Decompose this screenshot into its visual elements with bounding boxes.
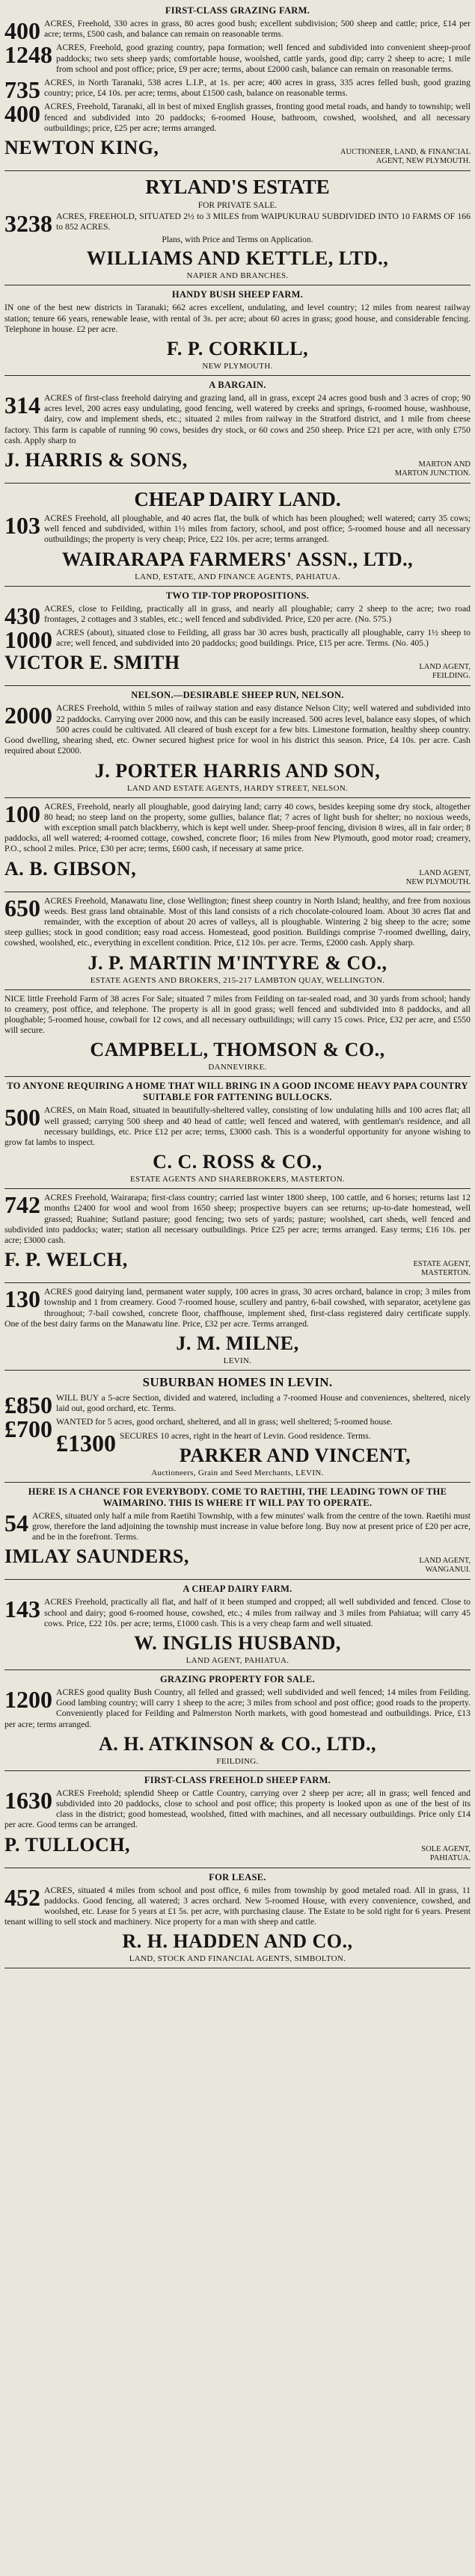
- listing: [4, 1687, 471, 1730]
- listing-acreage: 1248: [4, 41, 52, 69]
- listing-acreage: 54: [4, 1509, 28, 1536]
- listing-text: ACRES, close to Feilding, practically all in grass, and nearly all ploughable; carry 2 sheep to the acre; two road frontages, 2 cottages and 3 stables, etc.; well fenced and subdivided. Price, £20 per acre. (No. 575.): [44, 603, 471, 624]
- agent-name: J. P. MARTIN M'INTYRE & CO.,: [88, 951, 387, 974]
- agent-address: ESTATE AGENTS AND SHAREBROKERS, MASTERTON.: [129, 1175, 346, 1184]
- agent-role: MARTON AND MARTON JUNCTION.: [394, 460, 471, 478]
- ad-heading: SUBURBAN HOMES IN LEVIN.: [142, 1374, 333, 1389]
- agent-name: PARKER AND VINCENT,: [179, 1444, 411, 1466]
- agent-name: P. TULLOCH,: [4, 1833, 131, 1856]
- ad-heading: A CHEAP DAIRY FARM.: [183, 1584, 292, 1595]
- agent-line: [4, 858, 471, 887]
- listing-acreage: 2000: [4, 702, 52, 729]
- listing-text: WANTED for 5 acres, good orchard, sheltered, and all in grass; well sheltered; 5-roomed house.: [56, 1417, 393, 1427]
- agent-address: NEW PLYMOUTH.: [202, 362, 273, 371]
- agent-name: F. P. CORKILL,: [166, 338, 309, 360]
- ad-heading: TWO TIP-TOP PROPOSITIONS.: [165, 590, 310, 601]
- classified-ad: [4, 1771, 471, 1868]
- classified-ad: [4, 1189, 471, 1283]
- listing-text: ACRES Freehold, practically all flat, and half of it been stumped and cropped; all well subdivided and fenced. Close to school and dairy; good 6-roomed house, cowshed, etc.; 4 miles from railway and 3 miles from Pahiatua; will carry 45 cows. Price, £22 10s. per acre; terms, £1000 cash. This is a very cheap farm and well situated.: [44, 1597, 471, 1628]
- listing: [4, 703, 471, 756]
- classified-ad: [4, 1371, 471, 1483]
- ad-heading: GRAZING PROPERTY FOR SALE.: [160, 1674, 315, 1685]
- listing-text: WILL BUY a 5-acre Section, divided and watered, including a 7-roomed House and conveniences, sheltered, nicely laid out, good orchard, etc. Terms.: [56, 1392, 471, 1414]
- listing: [4, 17, 471, 44]
- classified-ad: [4, 484, 471, 587]
- agent-name: A. B. GIBSON,: [4, 857, 137, 880]
- listing: [4, 102, 471, 134]
- listing-text: ACRES, Freehold, Taranaki, all in best of mixed English grasses, fronting good metal roads, and handy to township; well fenced and subdivided into 20 paddocks; 6-roomed House, bathroom, cowshed, woolshed, and all necessary outbuildings; price, £25 per acre; terms arranged.: [44, 102, 471, 133]
- agent-name: WILLIAMS AND KETTLE, LTD.,: [86, 247, 389, 270]
- agent-role: LAND AGENT, NEW PLYMOUTH.: [405, 868, 471, 886]
- listing-acreage: 103: [4, 512, 40, 540]
- listing-text: ACRES, on Main Road, situated in beautifully-sheltered valley, consisting of low undulating hills and 100 acres flat; all well grassed; carrying 500 sheep and 40 head of cattle; well fenced and watered, with gentleman's residence, and all necessary buildings, etc. Price £12 per acre; terms, £3000 cash. This is a wonderful opportunity for anyone wishing to grow fat lambs to inspect.: [4, 1105, 471, 1147]
- listing-text: ACRES good quality Bush Country, all felled and grassed; well subdivided and well fenced; 14 miles from Feilding. Good lambing country; will carry 1 sheep to the acre; 3 miles from school and post office; good roads to the property. Conveniently placed for Feilding and Palmerston North markets, with good homestead and outbuildings. Price, £13 per acre; terms arranged.: [4, 1687, 471, 1729]
- agent-name: A. H. ATKINSON & CO., LTD.,: [98, 1732, 377, 1755]
- agent-role: ESTATE AGENT, MASTERTON.: [413, 1260, 471, 1278]
- ad-subheading: FOR PRIVATE SALE.: [197, 201, 278, 211]
- listing-acreage: £850: [4, 1391, 52, 1418]
- listing: [4, 1287, 471, 1329]
- ad-heading: FOR LEASE.: [209, 1871, 266, 1882]
- listing-text: ACRES, Freehold, nearly all ploughable, good dairying land; carry 40 cows, besides keeping some dry stock, altogether 80 head; no steep land on the property, some gullies, balance flat; 7 acres of light bush for shelter; no noxious weeds, with exception small patch blackberry, which is kept well under. Sheep-proof fencing, division 8 wires, all in fair order; 8 paddocks, all well watered; 4-roomed cottage, cowshed, concrete floor; 16 miles from New Plymouth, good motor road; creamery, P.O., school 2 miles. Price, £30 per acre; terms, £600 cash, if necessary at same price.: [4, 801, 471, 854]
- agent-line: [4, 952, 471, 975]
- agent-name: J. M. MILNE,: [176, 1332, 299, 1354]
- listing-text: ACRES good dairying land, permanent water supply, 100 acres in grass, 30 acres orchard, balance in crop; 3 miles from township and 1 from creamery. Good 7-roomed house, scullery and pantry, 6-bail cowshed, with separator, acetylene gas throughout; 7-bail cowshed, concrete floor, chaffhouse, implement shed, first-class registered dairy certificate supply. One of the best dairy farms on the Manawatu line. Price, £32 per acre. Terms arranged.: [4, 1287, 471, 1329]
- listing-text: NICE little Freehold Farm of 38 acres For Sale; situated 7 miles from Feilding on tar-sealed road, and 30 yards from school; handy to creamery, post office, and telephone. The property is all in good grass; well fenced and subdivided into 8 paddocks, and all ploughable; 5-roomed house, cowbail for 12 cows, and all necessary outbuildings; will carry 15 cows. Price, £32 per acre, and £550 will secure.: [4, 993, 471, 1036]
- agent-name: F. P. WELCH,: [4, 1249, 128, 1271]
- listing: [4, 210, 471, 238]
- classified-ad: [4, 686, 471, 797]
- agent-name: VICTOR E. SMITH: [4, 652, 180, 674]
- listing-text: ACRES, in North Taranaki, 538 acres L.I.P., at 1s. per acre; 400 acres in grass, 335 acres felled bush, good grazing country; price, £4 10s. per acre; terms, about £1500 cash, balance on reasonable terms.: [44, 78, 471, 99]
- listing-text: ACRES Freehold, all ploughable, and 40 acres flat, the bulk of which has been ploughed; well watered; carry 35 cows; well fenced and subdivided, within 1½ miles from factory, school, and post office; 5-roomed house and all necessary outbuildings; the property is very cheap; Price, £22 10s. per acre; terms arranged.: [44, 513, 471, 545]
- listing: [4, 802, 471, 855]
- classified-ad: [4, 1580, 471, 1670]
- listing-acreage: 452: [4, 1883, 40, 1911]
- agent-line: [4, 1039, 471, 1061]
- ad-heading: CHEAP DAIRY LAND.: [134, 488, 341, 511]
- listing-acreage: 130: [4, 1285, 40, 1313]
- classified-ad: [4, 171, 471, 285]
- listing-text: ACRES Freehold, Wairarapa; first-class country; carried last winter 1800 sheep, 100 cattle, and 6 horses; returns last 12 months £2400 for wool and wool from 1650 sheep; prospective buyers can see returns; up-to-date homestead, well grassed; Ruahine; Sutland pasture; good fencing; two sets of yards; pasture; woolshed, cart sheds, well fenced and subdivided into paddocks; water; station all necessary outbuildings. Price £25 per acre; terms arranged. Easy terms; £16 10s. per acre; £3000 cash.: [4, 1193, 471, 1245]
- agent-name: NEWTON KING,: [4, 137, 159, 159]
- listing-text: ACRES, FREEHOLD, SITUATED 2½ to 3 MILES from WAIPUKURAU SUBDIVIDED INTO 10 FARMS OF 166 to 852 ACRES.: [56, 211, 471, 232]
- listing: [4, 1193, 471, 1246]
- classified-ad: [4, 798, 471, 892]
- listing: [4, 1511, 471, 1543]
- listing: [4, 303, 471, 335]
- listing: [4, 994, 471, 1037]
- listing-acreage: 1630: [4, 1786, 52, 1814]
- agent-address: LAND AND ESTATE AGENTS, HARDY STREET, NELSON.: [126, 783, 349, 793]
- classified-ad: [4, 1077, 471, 1189]
- agent-address: FEILDING.: [216, 1756, 259, 1766]
- ad-heading: A BARGAIN.: [209, 380, 266, 391]
- listing-text: IN one of the best new districts in Taranaki; 662 acres excellent, undulating, and level country; 12 miles from nearest railway station; tenure 66 years, renewable lease, with rental of 3s. per acre; about 60 acres in grass; good house, and considerable fencing. Telephone in house. £2 per acre.: [4, 303, 471, 334]
- agent-role: AUCTIONEER, LAND, & FINANCIAL AGENT, NEW PLYMOUTH.: [340, 148, 471, 166]
- agent-address: LAND, STOCK AND FINANCIAL AGENTS, SIMBOLTON.: [129, 1954, 346, 1964]
- classified-ad: [4, 587, 471, 687]
- ad-heading: TO ANYONE REQUIRING A HOME THAT WILL BRING IN A GOOD INCOME HEAVY PAPA COUNTRY SUITABLE FOR FATTENING BULLOCKS.: [7, 1081, 468, 1103]
- agent-line: [4, 1632, 471, 1655]
- listing: [4, 1105, 471, 1148]
- classified-ad: [4, 285, 471, 376]
- agent-line: [4, 1249, 471, 1278]
- listing-text: SECURES 10 acres, right in the heart of Levin. Good residence. Terms.: [120, 1430, 371, 1441]
- classified-ad: [4, 990, 471, 1078]
- agent-line: [4, 652, 471, 681]
- ad-heading: HANDY BUSH SHEEP FARM.: [171, 289, 304, 300]
- agent-address: LEVIN.: [223, 1356, 252, 1365]
- agent-line: [4, 449, 471, 478]
- classified-ad: [4, 376, 471, 484]
- agent-name: R. H. HADDEN AND CO.,: [122, 1930, 353, 1953]
- ad-note: Plans, with Price and Terms on Application.: [162, 235, 313, 245]
- listing-text: ACRES of first-class freehold dairying and grazing land, all in grass, except 24 acres good bush and 3 acres of crop; 90 acres level, 200 acres easy undulating, good fencing, well watered by creeks and springs, 6-roomed house, washhouse, dairy, cow and implement sheds, etc.; situated 2 miles from railway in the Stratford district, and 1 mile from cheese factory. This farm is capable of running 90 cows, besides dry stock, or 60 cows and 250 sheep. Price £21 per acre, with only £750 cash. Apply sharp to: [4, 393, 471, 445]
- classified-ad: [4, 1868, 471, 1969]
- listing: [4, 602, 471, 629]
- listing-acreage: 3238: [4, 210, 52, 238]
- agent-line: [4, 247, 471, 270]
- listing-text: ACRES, Freehold, 330 acres in grass, 80 acres good bush; excellent subdivision; 500 sheep and cattle; price, £14 per acre; terms, £500 cash, and balance can remain on reasonable terms.: [44, 19, 471, 40]
- listing-acreage: 742: [4, 1191, 40, 1219]
- agent-address: DANNEVIRKE.: [208, 1063, 267, 1072]
- agent-name: IMLAY SAUNDERS,: [4, 1545, 189, 1568]
- listing-acreage: 430: [4, 602, 40, 629]
- agent-name: J. PORTER HARRIS AND SON,: [94, 759, 381, 782]
- agent-line: [4, 338, 471, 360]
- listing-text: ACRES Freehold, Manawatu line, close Wellington; finest sheep country in North Island; healthy, and free from noxious weeds. Best grass land obtainable. Most of this land consists of a rich chocolate-coloured loam. About 30 acres flat and remainder, with the exception of about 20 acres of valleys, all is ploughable. Wintering 2 big sheep to the acre; some steep gullies; stock in good condition; easy road access. Homestead, good position. Buildings comprise 7-roomed dwelling, dairy, cowshed, woolshed, etc., everything in excellent condition. Price, £12 10s. per acre. Terms, £2000 cash. Apply sharp.: [4, 895, 471, 948]
- agent-name: WAIRARAPA FARMERS' ASSN., LTD.,: [61, 548, 414, 570]
- agent-line: [4, 1834, 471, 1863]
- agent-address: ESTATE AGENTS AND BROKERS, 215-217 LAMBTON QUAY, WELLINGTON.: [90, 975, 385, 985]
- listing: [4, 513, 471, 546]
- agent-name: CAMPBELL, THOMSON & CO.,: [90, 1039, 385, 1061]
- ad-heading: NELSON.—DESIRABLE SHEEP RUN, NELSON.: [131, 690, 344, 701]
- listing: [4, 1788, 471, 1831]
- listing-acreage: £1300: [56, 1429, 116, 1457]
- agent-address: LAND AGENT, PAHIATUA.: [186, 1656, 289, 1666]
- listing: [4, 626, 471, 654]
- agent-address: Auctioneers, Grain and Seed Merchants, LEVIN.: [151, 1468, 324, 1477]
- listing-acreage: 400: [4, 17, 40, 44]
- agent-line: [4, 1733, 471, 1755]
- listing-acreage: 314: [4, 392, 40, 419]
- agent-role: LAND AGENT, FEILDING.: [419, 663, 471, 681]
- listing: [4, 43, 471, 75]
- listing-text: ACRES, situated 4 miles from school and post office, 6 miles from township by good metaled road. All in grass, 11 paddocks. Good fencing, all watered; 3 acres orchard. New 5-roomed House, with every convenience, cowshed, and woolshed, etc. Lease for 5 years at £1 5s. per acre, with purchasing clause. The Estate to be sold right for 6 years. Present tenant willing to sell stock and machinery. Nice property for a man with sheep and cattle.: [4, 1885, 471, 1927]
- agent-line: [4, 1332, 471, 1355]
- agent-line: [4, 137, 471, 166]
- agent-line: [4, 1151, 471, 1173]
- ad-heading: RYLAND'S ESTATE: [145, 176, 330, 199]
- listing-text: ACRES, situated only half a mile from Raetihi Township, with a few minutes' walk from the centre of the town. Raetihi must grow, therefore the land adjoining the township must increase in value before long. Buy now at present price of £20 per acre, and be in the forefront. Terms.: [32, 1510, 471, 1542]
- listing: [4, 76, 471, 104]
- agent-line: [4, 760, 471, 782]
- agent-name: C. C. ROSS & CO.,: [153, 1151, 322, 1173]
- listing: [4, 393, 471, 446]
- listing: [4, 896, 471, 949]
- listing-acreage: 400: [4, 100, 40, 128]
- agent-line: [4, 1930, 471, 1953]
- agent-line: [120, 1445, 471, 1467]
- classified-ad: [4, 1483, 471, 1581]
- listing-text: ACRES Freehold; splendid Sheep or Cattle Country, carrying over 2 sheep per acre; all in grass; well fenced and subdivided into 20 paddocks, close to school and post office; this property is looked upon as one of the best of its class in the district; good homestead, woolshed, fitted with machines, and all necessary outbuildings. Price only £14 per acre. Good terms can be arranged.: [4, 1788, 471, 1830]
- agent-address: NAPIER AND BRANCHES.: [186, 271, 289, 281]
- listing-acreage: 735: [4, 76, 40, 104]
- listing-acreage: 143: [4, 1596, 40, 1623]
- ad-heading: HERE IS A CHANCE FOR EVERYBODY. COME TO RAETIHI, THE LEADING TOWN OF THE WAIMARINO. THIS IS WHERE IT WILL PAY TO OPERATE.: [28, 1486, 447, 1508]
- classified-ad: [4, 892, 471, 990]
- listing: [4, 1597, 471, 1629]
- classified-ad: [4, 1283, 471, 1371]
- agent-role: LAND AGENT, WANGANUI.: [419, 1557, 471, 1575]
- ad-heading: FIRST-CLASS FREEHOLD SHEEP FARM.: [144, 1774, 331, 1785]
- listing-text: ACRES (about), situated close to Feilding, all grass bar 30 acres bush, practically all ploughable, carry 1½ sheep to acre; well fenced, and subdivided into 20 paddocks; good buildings. Price, £15 per acre. Terms. (No. 405.): [56, 628, 471, 649]
- listing-acreage: £700: [4, 1415, 52, 1443]
- listing-text: ACRES, Freehold, good grazing country, papa formation; well fenced and subdivided into convenient sheep-proof paddocks; two sets sheep yards; comfortable house, woolshed, cattle yards, good dip; carry 2 sheep to acre; 1 mile from school and post office; price, £9 per acre; terms, about £2000 cash, balance can remain on reasonable terms.: [56, 43, 471, 74]
- listing-acreage: 500: [4, 1104, 40, 1131]
- agent-line: [4, 1545, 471, 1575]
- classified-ad: [4, 1670, 471, 1771]
- listing-acreage: 650: [4, 894, 40, 921]
- agent-line: [4, 549, 471, 571]
- agent-role: SOLE AGENT, PAHIATUA.: [421, 1844, 471, 1862]
- listing-acreage: 1200: [4, 1686, 52, 1714]
- agent-name: W. INGLIS HUSBAND,: [134, 1632, 341, 1655]
- listing-acreage: 1000: [4, 626, 52, 654]
- listing-acreage: 100: [4, 800, 40, 827]
- ad-heading: FIRST-CLASS GRAZING FARM.: [165, 5, 310, 16]
- classified-ad: [4, 1, 471, 171]
- listing: [4, 1391, 471, 1418]
- listing: [4, 1885, 471, 1928]
- agent-name: J. HARRIS & SONS,: [4, 449, 188, 472]
- agent-address: LAND, ESTATE, AND FINANCE AGENTS, PAHIATUA.: [135, 572, 340, 581]
- listing-text: ACRES Freehold, within 5 miles of railway station and easy distance Nelson City; well watered and subdivided into 22 paddocks. Carrying over 2000 now, and this can be easily increased. 500 acres level, balance easy slopes, of which 500 acres could be cultivated. All cleared of bush except for a few bits. Limestone formation, healthy sheep country. Good dwelling, shearing shed, etc. Owner secured highest price for wool in his district this season. Price, £4 10s. per acre. Cash required about £2000.: [4, 703, 471, 756]
